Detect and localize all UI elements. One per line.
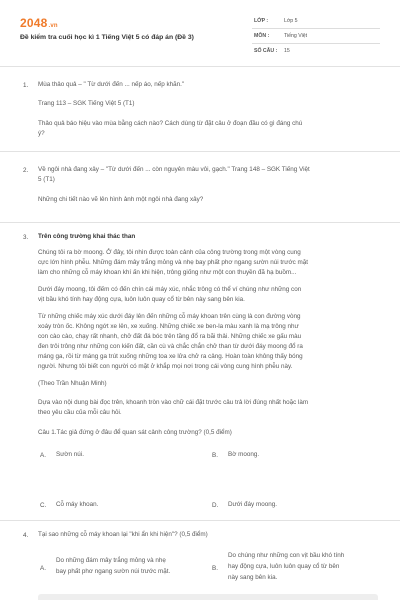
passage-line: máng ga, rồi từ máng ga trút xuống những toa xe lửa chở ra cảng. Hoàn toàn không thấy bóng bbox=[38, 353, 303, 360]
question-text: Mùa thảo quả – " Từ dưới đến ... nếp áo, nếp khăn." bbox=[38, 81, 185, 88]
logo-text: 2048 bbox=[20, 16, 48, 30]
question-text: Về ngôi nhà đang xây – "Từ dưới đến ... còn nguyên màu vôi, gạch." Trang 148 – SGK Tiếng Việt bbox=[38, 166, 310, 173]
info-label: MÔN : bbox=[254, 33, 270, 39]
passage-line: con cào cào, chạy rất nhanh, chở đất đá bóc trên tầng đổ ra bãi thải. Những chiếc xe gấu màu bbox=[38, 333, 302, 340]
question-text: 5 (T1) bbox=[38, 176, 55, 183]
passage-line: làm cho những cỗ máy khoan khí ấn khi hiện, trông giống như một con thuyền đã hạ buồm... bbox=[38, 269, 297, 276]
option-letter: D. bbox=[212, 502, 219, 509]
passage-line: Chúng tôi ra bờ moong. Ở đây, tôi nhìn được toàn cảnh của công trường trong một vòng cung bbox=[38, 249, 301, 256]
option-b-line[interactable]: Do chúng như những con vịt bầu khó tính bbox=[228, 552, 345, 559]
option-letter: B. bbox=[212, 565, 218, 572]
option-c[interactable]: Cỗ máy khoan. bbox=[56, 501, 99, 508]
logo-suffix: .vn bbox=[48, 23, 58, 29]
question-prompt-line: ý? bbox=[38, 130, 45, 137]
option-b-line[interactable]: này sang bên kia. bbox=[228, 574, 278, 581]
question-number: 1. bbox=[23, 82, 29, 89]
divider bbox=[0, 151, 400, 152]
question-source: Trang 113 – SGK Tiếng Việt 5 (T1) bbox=[38, 100, 135, 107]
divider bbox=[0, 520, 400, 521]
option-b[interactable]: Bờ moong. bbox=[228, 451, 260, 458]
document-title: Đề kiểm tra cuối học kì 1 Tiếng Việt 5 có đáp án (Đề 3) bbox=[20, 34, 194, 41]
info-value: Lớp 5 bbox=[284, 18, 298, 24]
option-a-line[interactable]: Do những đám mây trắng mỏng và nhẹ bbox=[56, 557, 166, 564]
option-d[interactable]: Dưới đáy moong. bbox=[228, 501, 277, 508]
passage-author: (Theo Trần Nhuận Minh) bbox=[38, 380, 107, 387]
question-number: 2. bbox=[23, 167, 29, 174]
site-logo[interactable] bbox=[20, 16, 58, 30]
passage-line: cực lớn hình phễu. Những đám mây trắng mỏng và nhẹ bay phất phơ ngang sườn núi trước mặt bbox=[38, 259, 309, 266]
page-header bbox=[0, 0, 400, 62]
info-value: Tiếng Việt bbox=[284, 33, 308, 39]
option-a-line[interactable]: bay phất phơ ngang sườn núi trước mặt. bbox=[56, 568, 171, 575]
sub-question: Câu 1.Tác giả đứng ở đâu để quan sát cảnh công trường? (0,5 điểm) bbox=[38, 429, 232, 436]
info-label: SỐ CÂU : bbox=[254, 48, 278, 54]
option-b-line[interactable]: hay động cựa, luôn luôn quay cổ từ bên bbox=[228, 563, 340, 570]
passage-line: Dưới đáy moong, tôi đếm có đến chín cái máy xúc, nhắc trông có thể ví chúng như những con bbox=[38, 286, 302, 293]
divider bbox=[0, 222, 400, 223]
info-row-class bbox=[252, 14, 380, 29]
info-value: 15 bbox=[284, 48, 290, 54]
option-letter: C. bbox=[40, 502, 47, 509]
passage-line: người. Nhưng tôi biết con người có mặt ở khắp mọi nơi trong cái vòng cung hình phễu này. bbox=[38, 363, 293, 370]
passage-line: đen trôi trông như những con kiến đất, cần cù và chắc chắn chở than từ dưới đáy moong đổ ra bbox=[38, 343, 303, 350]
passage-line: Từ những chiếc máy xúc dưới đáy lên đến những cỗ máy khoan trên cùng là con đường vòng bbox=[38, 313, 301, 320]
option-letter: A. bbox=[40, 452, 46, 459]
question-number: 4. bbox=[23, 532, 29, 539]
info-row-subject bbox=[252, 29, 380, 44]
info-row-question-count bbox=[252, 44, 380, 59]
instruction-line: Dựa vào nội dung bài đọc trên, khoanh tròn vào chữ cái đặt trước câu trả lời đúng nhất hoặc làm bbox=[38, 399, 309, 406]
option-letter: A. bbox=[40, 565, 46, 572]
option-a[interactable]: Sườn núi. bbox=[56, 451, 84, 458]
divider bbox=[0, 66, 400, 67]
passage-title: Trên công trường khai thác than bbox=[38, 233, 136, 240]
question-number: 3. bbox=[23, 234, 29, 241]
question-prompt: Những chi tiết nào vẽ lên hình ảnh một ngôi nhà đang xây? bbox=[38, 196, 204, 203]
passage-line: vịt bầu khó tính hay động cựa, luôn luôn quay cổ từ bên này sang bên kia. bbox=[38, 296, 245, 303]
info-label: LỚP : bbox=[254, 18, 269, 24]
instruction-line: theo yêu cầu của mỗi câu hỏi. bbox=[38, 409, 122, 416]
option-letter: B. bbox=[212, 452, 218, 459]
next-option-placeholder bbox=[38, 594, 378, 600]
passage-line: xoáy tròn ốc. Không ngớt xe lên, xe xuống. Những chiếc xe ben-la màu xanh là mạ trông như bbox=[38, 323, 299, 330]
question-prompt-line: Thảo quả báo hiệu vào mùa bằng cách nào? Cách dùng từ đặt câu ở đoạn đầu có gì đáng chú bbox=[38, 120, 303, 127]
info-table bbox=[252, 14, 380, 59]
question-text: Tại sao những cỗ máy khoan lại "khi ẩn khi hiện"? (0,5 điểm) bbox=[38, 531, 208, 538]
